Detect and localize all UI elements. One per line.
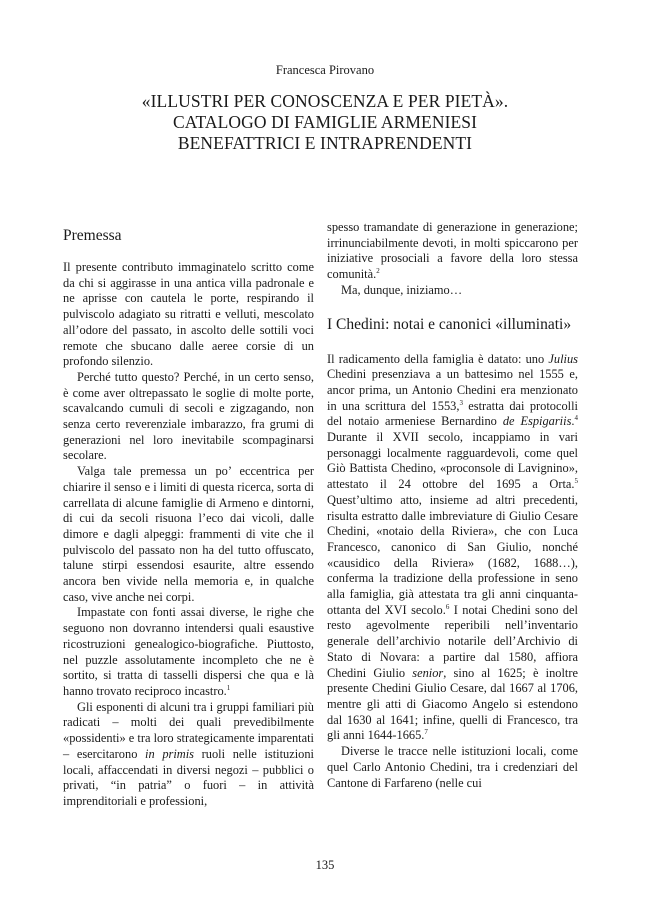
- paragraph: [63, 700, 314, 810]
- footnote-ref: 1: [226, 683, 231, 692]
- paragraph: Il presente contributo immaginatelo scritto come da chi si aggirasse in una antica villa padronale e ne aprisse con cautela le porte, respirando il pulviscolo adagiato su ritratti e velluti, mescolato all’odore del passato, in ascolto delle sottili voci remote che sbucano dalle aeree corsie di un profondo silenzio.: [63, 260, 314, 369]
- right-column: [327, 220, 578, 791]
- italic-text: Julius: [548, 351, 578, 366]
- paragraph-text: .: [571, 414, 575, 429]
- paragraph-text: Il radicamento della famiglia è datato: uno: [327, 351, 549, 366]
- paragraph-text: estratta dai protocolli del notaio armeniese Bernardino: [327, 398, 578, 429]
- paragraph: [63, 605, 314, 699]
- footnote-ref: 7: [424, 728, 428, 737]
- left-column: [63, 220, 314, 810]
- paragraph-text: Gli esponenti di alcuni tra i gruppi familiari più radicati – molti dei quali prevedibilmente «possidenti» e tra loro strategicamente imparentati – esercitarono: [63, 699, 314, 761]
- footnote-ref: 4: [574, 414, 578, 423]
- section-heading-premessa: Premessa: [63, 227, 122, 244]
- paragraph: [327, 352, 578, 745]
- title-line-2: CATALOGO DI FAMIGLIE ARMENIESI: [172, 112, 478, 132]
- title-line-3: BENEFATTRICI E INTRAPRENDENTI: [177, 133, 473, 153]
- footnote-ref: 5: [574, 477, 578, 486]
- article-title: [60, 91, 590, 154]
- footnote-ref: 2: [376, 266, 380, 275]
- paragraph-text: Durante il XVII secolo, incappiamo in vari personaggi localmente ragguardevoli, come quel Giò Battista Chedino, «proconsole di Lavignino», attestato il 24 ottobre del 1695 a Orta.: [327, 430, 578, 492]
- italic-text: in primis: [145, 746, 195, 761]
- paragraph-text: Chedini presenziava a un battesimo nel 1555 e, ancor prima, un Antonio Chedini era menzionato in una scrittura del 1553,: [327, 367, 578, 413]
- paragraph: Diverse le tracce nelle istituzioni locali, come quel Carlo Antonio Chedini, tra i credenziari del Cantone di Farfareno (nelle cui: [327, 744, 578, 790]
- paragraph-text: Impastate con fonti assai diverse, le righe che seguono non dovranno intendersi quali esaustive ricostruzioni genealogico-biografiche. Piuttosto, nel puzzle assolutamente incompleto che ne è sortito, si tratta di tasselli dispersi che qua e là hanno trovato reciproco incastro.: [63, 605, 314, 698]
- paragraph-text: , sino al 1625; è inoltre presente Chedini Giulio Cesare, dal 1667 al 1706, mentre gli atti di Giacomo Angelo si estendono dal 1630 al 1641; infine, quelli di Francesco, tra gli anni 1644-1665.: [327, 665, 578, 743]
- paragraph-text: I notai Chedini sono del resto agevolmente reperibili nell’inventario generale dell’archivio notarile dell’Archivio di Stato di Novara: a partire dal 1580, affiora Chedini Giulio: [327, 602, 578, 680]
- page-number: 135: [315, 858, 335, 872]
- italic-text: de Espigariis: [502, 414, 572, 429]
- paragraph-text: ruoli nelle istituzioni locali, affaccendati in diversi negozi – pubblici o privati, “in patria” o fuori – in attività imprenditoriali e professioni,: [63, 746, 315, 808]
- paragraph: Ma, dunque, iniziamo…: [341, 282, 463, 297]
- paragraph-text: Quest’ultimo atto, insieme ad altri precedenti, risulta estratto dalle imbreviature di Giulio Cesare Chedini, «notaio della Riviera», che con Luca Francesco, canonico di San Giulio, nonché «causidico della Riviera» (1682, 1688…), conferma la tradizione della professione in seno alla famiglia, già attestata tra gli anni cinquanta-ottanta del XVI secolo.: [327, 492, 578, 617]
- paragraph-text: spesso tramandate di generazione in generazione; irrinunciabilmente devoti, in molti spiccarono per iniziative prosociali a favore della loro stessa comunità.: [327, 220, 578, 282]
- paragraph: [327, 220, 578, 283]
- footnote-ref: 3: [459, 398, 463, 407]
- footnote-ref: 6: [445, 602, 450, 611]
- section-heading-chedini: I Chedini: notai e canonici «illuminati»: [327, 315, 572, 333]
- italic-text: senior: [412, 665, 444, 680]
- paragraph: Perché tutto questo? Perché, in un certo senso, è come aver oltrepassato le soglie di molte porte, scavalcando cumuli di secoli e zigzagando, non senza certo reverenziale imbarazzo, fra grumi di generazioni nel loro inevitabile scompaginarsi secolare.: [63, 369, 314, 463]
- author-name: Francesca Pirovano: [275, 63, 375, 77]
- paragraph: Valga tale premessa un po’ eccentrica per chiarire il senso e i limiti di questa ricerca, sorta di carrellata di alcune famiglie di Armeno e dintorni, di cui da secoli risuona l’eco dai vicoli, dalle dimore e dagli alpeggi: frammenti di vite che il pulviscolo del passato non ha del tutto offuscato, talune stirpi essendosi esaurite, altre essendo ancora ben vivide nella memoria e, in qualche caso, vive anche nei corpi.: [63, 464, 314, 604]
- title-line-1: «ILLUSTRI PER CONOSCENZA E PER PIETÀ».: [141, 91, 509, 111]
